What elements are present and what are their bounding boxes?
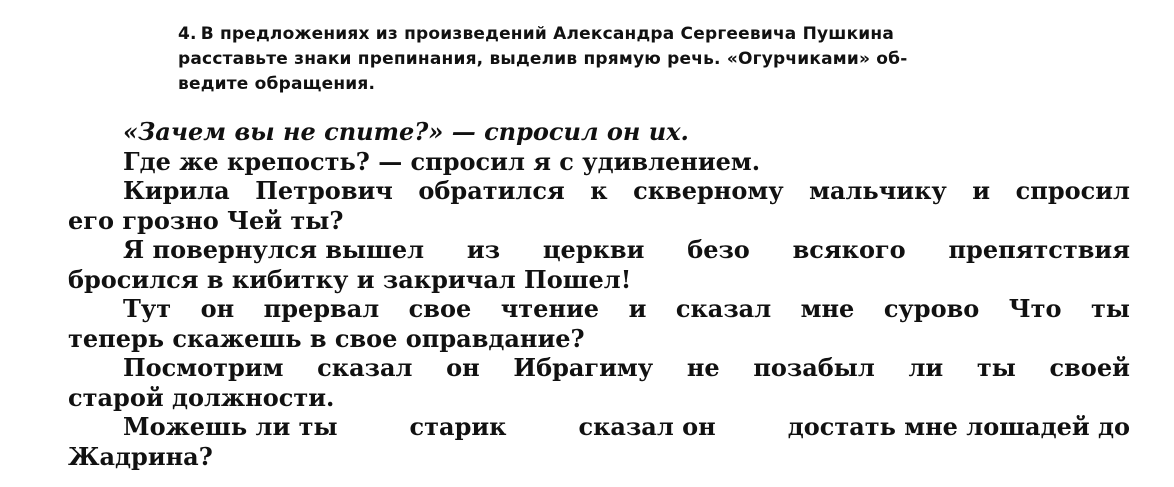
word: своей bbox=[1049, 353, 1130, 382]
word: Я повернулся вышел bbox=[123, 235, 425, 264]
sentence-7-line-1 bbox=[68, 412, 1130, 442]
word: ты bbox=[976, 353, 1016, 382]
task-instruction bbox=[178, 22, 1058, 97]
word: Ибрагиму bbox=[513, 353, 654, 382]
sentence-6-line-2: старой должности. bbox=[68, 382, 335, 412]
word: и bbox=[972, 176, 991, 205]
word: сказал bbox=[317, 353, 413, 382]
word: сурово bbox=[883, 294, 980, 323]
word: и bbox=[628, 294, 647, 323]
word: свое bbox=[408, 294, 472, 323]
word: он bbox=[200, 294, 235, 323]
word: Тут bbox=[123, 294, 172, 323]
word: ты bbox=[1091, 294, 1130, 323]
word: сказал он bbox=[578, 412, 716, 441]
word: Петрович bbox=[255, 176, 393, 205]
word: не bbox=[686, 353, 720, 382]
word: мальчику bbox=[809, 176, 947, 205]
word: чтение bbox=[500, 294, 600, 323]
sentence-1: «Зачем вы не спите?» — спросил он их. bbox=[123, 117, 689, 146]
sentence-5-line-2: теперь скажешь в свое оправдание? bbox=[68, 323, 585, 353]
word: Кирила bbox=[123, 176, 230, 205]
word: безо bbox=[687, 235, 750, 264]
word: всякого bbox=[792, 235, 906, 264]
sentence-7-line-2: Жадрина? bbox=[68, 441, 213, 471]
word: сказал bbox=[675, 294, 772, 323]
task-text-1: В предложениях из произведений Александра Сергеевича Пушкина bbox=[200, 24, 895, 44]
word: спросил bbox=[1015, 176, 1130, 205]
sentence-4-line-1 bbox=[68, 235, 1130, 265]
task-number: 4. bbox=[178, 24, 197, 44]
word: Посмотрим bbox=[123, 353, 284, 382]
sentence-4-line-2: бросился в кибитку и закричал Пошел! bbox=[68, 264, 632, 294]
sentence-5-line-1 bbox=[68, 294, 1130, 324]
word: Можешь ли ты bbox=[123, 412, 338, 441]
task-line-3: ведите обращения. bbox=[178, 74, 376, 94]
word: прервал bbox=[263, 294, 380, 323]
sentence-2: Где же крепость? — спросил я с удивлением. bbox=[123, 146, 761, 176]
word: достать мне лошадей до bbox=[787, 412, 1130, 441]
word: ли bbox=[908, 353, 944, 382]
sentence-3-line-1 bbox=[68, 176, 1130, 206]
word: Что bbox=[1008, 294, 1062, 323]
word: он bbox=[446, 353, 480, 382]
word: позабыл bbox=[753, 353, 875, 382]
word: церкви bbox=[542, 235, 645, 264]
word: обратился bbox=[418, 176, 565, 205]
sentence-3-line-2: его грозно Чей ты? bbox=[68, 205, 344, 235]
word: препятствия bbox=[948, 235, 1130, 264]
word: из bbox=[466, 235, 501, 264]
word: скверному bbox=[633, 176, 784, 205]
task-line-1 bbox=[178, 22, 1058, 47]
sentence-6-line-1 bbox=[68, 353, 1130, 383]
task-line-2: расставьте знаки препинания, выделив прямую речь. «Огурчиками» об- bbox=[178, 49, 908, 69]
word: мне bbox=[800, 294, 855, 323]
exercise-text bbox=[68, 117, 1130, 471]
word: старик bbox=[409, 412, 507, 441]
word: к bbox=[590, 176, 608, 205]
